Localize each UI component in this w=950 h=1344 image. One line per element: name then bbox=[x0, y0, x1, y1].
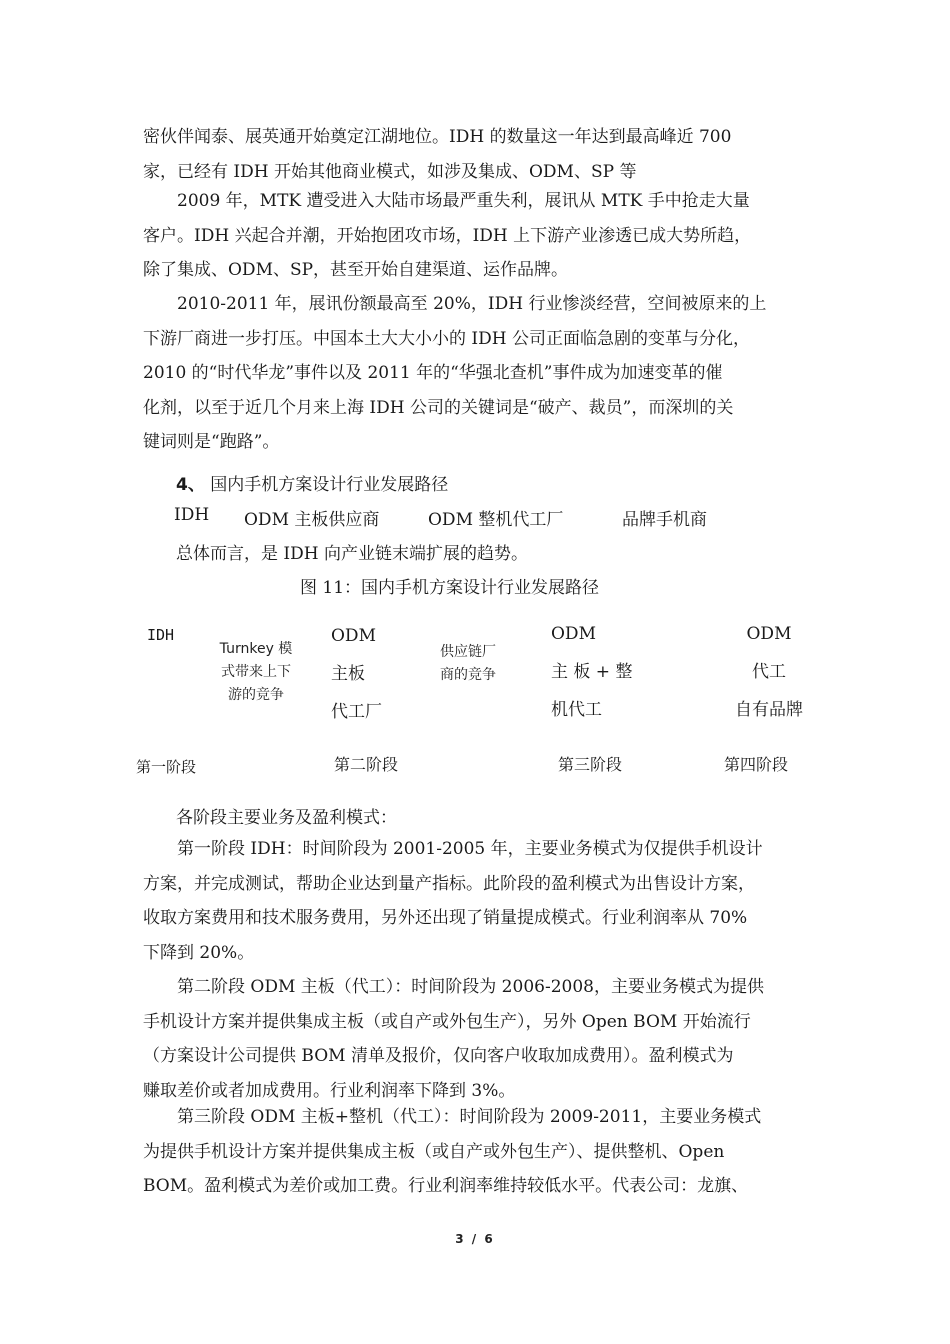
note-line: 游的竞争 bbox=[228, 687, 284, 703]
note-line: Turnkey 模 bbox=[219, 641, 293, 657]
supply-chain-competition-note bbox=[440, 641, 496, 687]
section-heading bbox=[176, 470, 448, 495]
section-title: 国内手机方案设计行业发展路径 bbox=[210, 475, 449, 495]
text-line: （方案设计公司提供 BOM 清单及报价，仅向客户收取加成费用）。盈利模式为 bbox=[143, 1046, 734, 1066]
diagram-idh-label: IDH bbox=[147, 626, 175, 644]
path-item-odm-mainboard: ODM 主板供应商 bbox=[244, 510, 380, 530]
text-line: 第一阶段 IDH：时间阶段为 2001-2005 年，主要业务模式为仅提供手机设计 bbox=[177, 839, 763, 859]
text-line: 第三阶段 ODM 主板+整机（代工）：时间阶段为 2009-2011，主要业务模式 bbox=[177, 1107, 762, 1127]
stage-label-3: 第三阶段 bbox=[558, 755, 623, 774]
box-line: ODM bbox=[331, 626, 376, 646]
text-line: 为提供手机设计方案并提供集成主板（或自产或外包生产）、提供整机、Open bbox=[143, 1141, 725, 1162]
box-line: ODM bbox=[551, 624, 596, 644]
page-number: 3 / 6 bbox=[455, 1232, 495, 1246]
note-line: 式带来上下 bbox=[221, 664, 291, 680]
diagram-stage2-box bbox=[331, 617, 382, 731]
text-line: 下游厂商进一步打压。中国本土大大小小的 IDH 公司正面临急剧的变革与分化， bbox=[143, 328, 750, 349]
diagram-stage3-box bbox=[551, 615, 632, 729]
stage-label-1: 第一阶段 bbox=[136, 758, 197, 776]
figure-caption: 图 11：国内手机方案设计行业发展路径 bbox=[300, 578, 600, 598]
path-item-idh: IDH bbox=[174, 505, 210, 525]
section-number: 4、 bbox=[176, 475, 205, 495]
stage-label-4: 第四阶段 bbox=[724, 755, 789, 774]
path-item-brand: 品牌手机商 bbox=[622, 510, 707, 530]
text-line: 下降到 20%。 bbox=[143, 942, 255, 963]
text-line: 2010-2011 年，展讯份额最高至 20%，IDH 行业惨淡经营，空间被原来的上 bbox=[177, 294, 767, 314]
stages-intro: 各阶段主要业务及盈利模式： bbox=[176, 808, 397, 828]
paragraph-continuation bbox=[143, 120, 807, 189]
box-line: 机代工 bbox=[551, 700, 602, 720]
text-line: 客户。IDH 兴起合并潮，开始抱团攻市场，IDH 上下游产业渗透已成大势所趋， bbox=[143, 225, 752, 246]
paragraph-2009 bbox=[143, 184, 807, 288]
note-line: 商的竞争 bbox=[440, 667, 496, 683]
paragraph-2010-2011 bbox=[143, 287, 807, 460]
text-line: 收取方案费用和技术服务费用，另外还出现了销量提成模式。行业利润率从 70% bbox=[143, 908, 748, 928]
note-line: 供应链厂 bbox=[440, 644, 496, 660]
diagram-stage4-box bbox=[730, 615, 808, 729]
text-line: 密伙伴闻泰、展英通开始奠定江湖地位。IDH 的数量这一年达到最高峰近 700 bbox=[143, 127, 732, 147]
summary-text: 总体而言，是 IDH 向产业链末端扩展的趋势。 bbox=[176, 544, 528, 564]
text-line: 键词则是“跑路”。 bbox=[143, 432, 280, 452]
paragraph-stage1 bbox=[143, 832, 807, 970]
text-line: 第二阶段 ODM 主板（代工）：时间阶段为 2006-2008，主要业务模式为提供 bbox=[177, 977, 764, 997]
box-line: ODM bbox=[746, 624, 792, 644]
paragraph-stage2 bbox=[143, 970, 807, 1108]
text-line: 赚取差价或者加成费用。行业利润率下降到 3%。 bbox=[143, 1080, 516, 1101]
stage-label-2: 第二阶段 bbox=[334, 755, 399, 774]
turnkey-competition-note bbox=[213, 638, 299, 707]
box-line: 自有品牌 bbox=[735, 700, 803, 720]
box-line: 代工厂 bbox=[331, 702, 382, 722]
text-line: 家，已经有 IDH 开始其他商业模式，如涉及集成、ODM、SP 等 bbox=[143, 161, 637, 182]
text-line: 化剂，以至于近几个月来上海 IDH 公司的关键词是“破产、裁员”，而深圳的关 bbox=[143, 397, 734, 418]
text-line: 2010 的“时代华龙”事件以及 2011 年的“华强北查机”事件成为加速变革的催 bbox=[143, 363, 723, 383]
text-line: 方案，并完成测试，帮助企业达到量产指标。此阶段的盈利模式为出售设计方案， bbox=[143, 873, 755, 894]
box-line: 主板 bbox=[331, 664, 365, 684]
text-line: BOM。盈利模式为差价或加工费。行业利润率维持较低水平。代表公司：龙旗、 bbox=[143, 1176, 749, 1196]
box-line: 主 板 + 整 bbox=[551, 662, 633, 682]
text-line: 除了集成、ODM、SP，甚至开始自建渠道、运作品牌。 bbox=[143, 260, 569, 280]
text-line: 2009 年，MTK 遭受进入大陆市场最严重失利，展讯从 MTK 手中抢走大量 bbox=[177, 191, 750, 211]
paragraph-stage3 bbox=[143, 1100, 807, 1204]
text-line: 手机设计方案并提供集成主板（或自产或外包生产），另外 Open BOM 开始流行 bbox=[143, 1011, 751, 1032]
path-item-odm-assembly: ODM 整机代工厂 bbox=[428, 510, 564, 530]
box-line: 代工 bbox=[752, 662, 786, 682]
